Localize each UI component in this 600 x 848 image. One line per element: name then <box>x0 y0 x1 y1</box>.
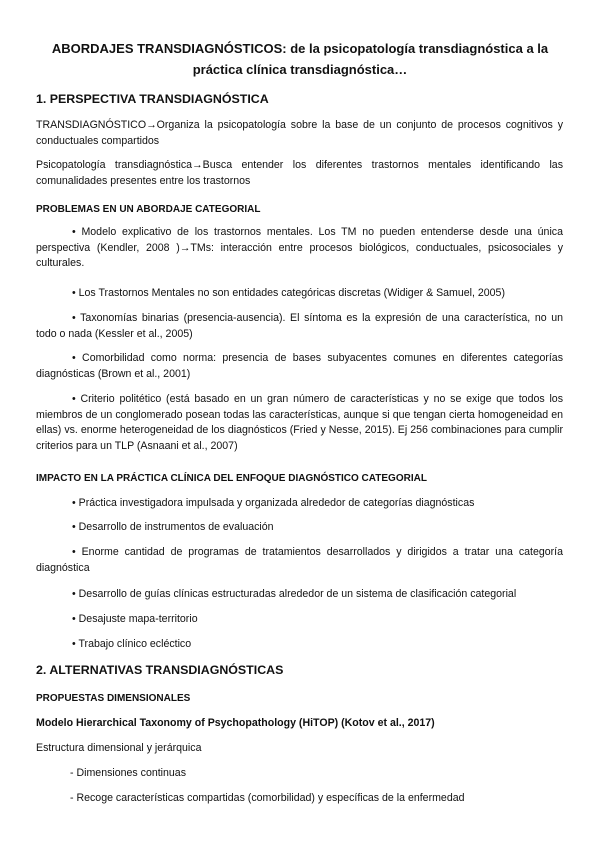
impact-bullet-3: • Enorme cantidad de programas de tratamientos desarrollados y dirigidos a tratar una categoría diagnóstica <box>36 546 563 574</box>
document-title: ABORDAJES TRANSDIAGNÓSTICOS: de la psicopatología transdiagnóstica a la práctica clínica transdiagnóstica… <box>51 41 549 77</box>
problems-heading: PROBLEMAS EN UN ABORDAJE CATEGORIAL <box>36 204 261 215</box>
impact-bullet-6: • Trabajo clínico ecléctico <box>72 638 192 650</box>
impact-bullet-5: • Desajuste mapa-territorio <box>72 613 198 625</box>
dash-item-2: - Recoge características compartidas (comorbilidad) y específicas de la enfermedad <box>70 792 465 804</box>
paragraph-transdiagnostico: TRANSDIAGNÓSTICO→Organiza la psicopatología sobre la base de un conjunto de procesos cognitivos y conductuales compartidos <box>36 119 563 147</box>
problem-bullet-4: • Comorbilidad como norma: presencia de bases subyacentes comunes en diferentes categorías diagnósticas (Brown et al., 2001) <box>36 352 563 380</box>
impact-bullet-2: • Desarrollo de instrumentos de evaluación <box>72 521 274 533</box>
structure-line: Estructura dimensional y jerárquica <box>36 742 202 754</box>
section-1-heading: 1. PERSPECTIVA TRANSDIAGNÓSTICA <box>36 92 269 106</box>
problem-bullet-3: • Taxonomías binarias (presencia-ausencia). El síntoma es la expresión de una característica, no un todo o nada (Kessler et al., 2005) <box>36 312 563 340</box>
problem-bullet-2: • Los Trastornos Mentales no son entidades categóricas discretas (Widiger & Samuel, 2005) <box>72 287 505 299</box>
paragraph-psicopatologia: Psicopatología transdiagnóstica→Busca entender los diferentes trastornos mentales identificando las comunalidades presentes entre los trastornos <box>36 159 563 187</box>
impact-bullet-1: • Práctica investigadora impulsada y organizada alrededor de categorías diagnósticas <box>72 497 475 509</box>
impact-heading: IMPACTO EN LA PRÁCTICA CLÍNICA DEL ENFOQUE DIAGNÓSTICO CATEGORIAL <box>36 473 427 484</box>
section-2-heading: 2. ALTERNATIVAS TRANSDIAGNÓSTICAS <box>36 663 284 677</box>
problem-bullet-5: • Criterio politético (está basado en un gran número de características y no se exige que todos los miembros de un conglomerado posean todas las características, aunque si que tengan cierta homogeneidad en ellas) vs. enorme heterogeneidad de los diagnósticos (Fried y Nesse, 2015). Ej 256 combinaciones para cumplir criterios para un TLP (Asnaani et al., 2007) <box>36 393 563 452</box>
impact-bullet-4: • Desarrollo de guías clínicas estructuradas alrededor de un sistema de clasificación categorial <box>72 588 517 600</box>
dimensional-proposals-heading: PROPUESTAS DIMENSIONALES <box>36 693 191 704</box>
problem-bullet-1: • Modelo explicativo de los trastornos mentales. Los TM no pueden entenderse desde una única perspectiva (Kendler, 2008 )→TMs: interacción entre procesos biológicos, conductuales, psicosociales y culturales. <box>36 226 563 270</box>
dash-item-1: - Dimensiones continuas <box>70 767 186 779</box>
hitop-model-title: Modelo Hierarchical Taxonomy of Psychopathology (HiTOP) (Kotov et al., 2017) <box>36 717 435 729</box>
